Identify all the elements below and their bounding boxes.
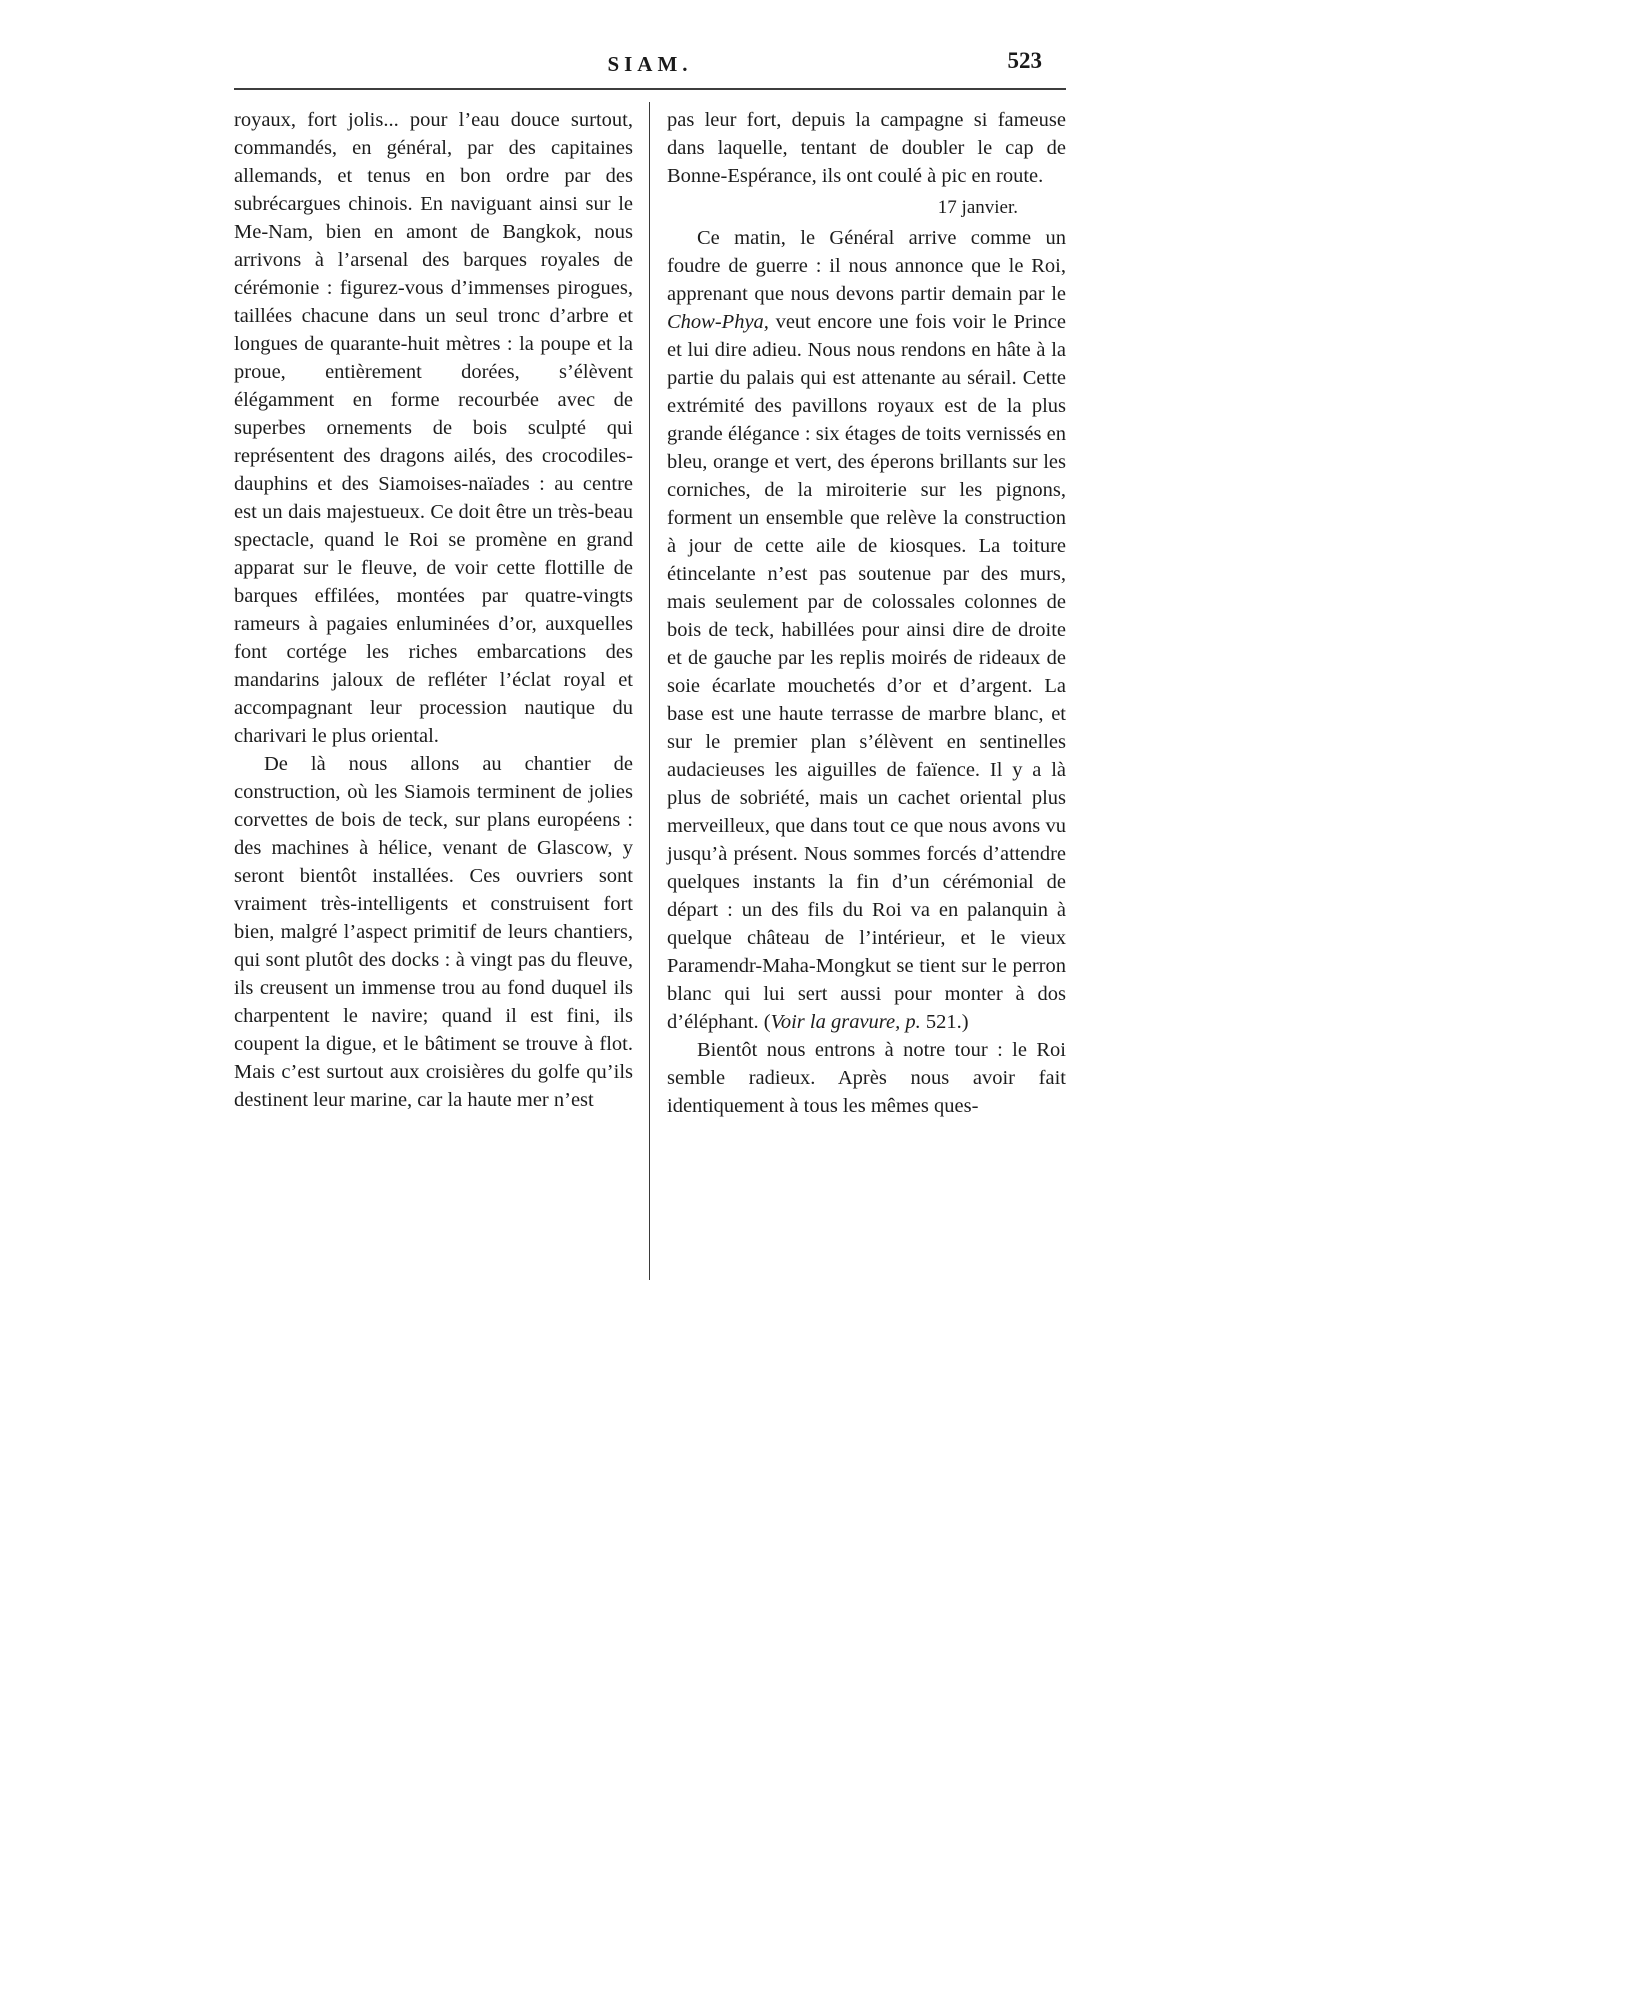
paragraph: pas leur fort, depuis la campagne si fameuse dans laquelle, tentant de doubler le cap de Bonne-Espérance, ils ont coulé à pic en route. — [667, 109, 1066, 187]
left-column — [234, 106, 633, 1120]
paragraph: De là nous allons au chantier de construction, où les Siamois terminent de jolies corvettes de bois de teck, sur plans européens : des machines à hélice, venant de Glascow, y seront bientôt installées. Ces ouvriers sont vraiment très-intelligents et construisent fort bien, malgré l’aspect primitif de leurs chantiers, qui sont plutôt des docks : à vingt pas du fleuve, ils creusent un immense trou au fond duquel ils charpentent le navire; quand il est fini, ils coupent la digue, et le bâtiment se trouve à flot. Mais c’est surtout aux croisières du golfe qu’ils destinent leur marine, car la haute mer n’est — [234, 753, 633, 1111]
figure-note-rest: 521.) — [920, 1011, 969, 1033]
header-rule — [234, 88, 1066, 90]
column-divider — [649, 102, 650, 1280]
page-header — [234, 46, 1066, 88]
paragraph: Bientôt nous entrons à notre tour : le Roi semble radieux. Après nous avoir fait identiquement à tous les mêmes ques- — [667, 1039, 1066, 1117]
paragraph-text: Ce matin, le Général arrive comme un foudre de guerre : il nous annonce que le Roi, apprenant que nous devons partir demain par le — [667, 227, 1066, 305]
paragraph: royaux, fort jolis... pour l’eau douce surtout, commandés, en général, par des capitaines allemands, et tenus en bon ordre par des subrécargues chinois. En naviguant ainsi sur le Me-Nam, bien en amont de Bangkok, nous arrivons à l’arsenal des barques royales de cérémonie : figurez-vous d’immenses pirogues, taillées chacune dans un seul tronc d’arbre et longues de quarante-huit mètres : la poupe et la proue, entièrement dorées, s’élèvent élégamment en forme recourbée avec de superbes ornements de bois sculpté qui représentent des dragons ailés, des crocodiles-dauphins et des Siamoises-naïades : au centre est un dais majestueux. Ce doit être un très-beau spectacle, quand le Roi se promène en grand apparat sur le fleuve, de voir cette flottille de barques effilées, montées par quatre-vingts rameurs à pagaies enluminées d’or, auxquelles font cortége les riches embarcations des mandarins jaloux de refléter l’éclat royal et accompagnant leur procession nautique du charivari le plus oriental. — [234, 109, 633, 747]
figure-reference: Voir la gravure, p. — [770, 1011, 921, 1033]
ship-name: Chow-Phya, — [667, 311, 769, 333]
page-number: 523 — [1007, 48, 1042, 73]
figure-note-open: ( — [763, 1011, 771, 1033]
running-title: SIAM. — [607, 52, 693, 76]
text-block — [234, 46, 1066, 1120]
paragraph — [667, 224, 1066, 1036]
right-column — [667, 106, 1066, 1120]
dateline: 17 janvier. — [937, 197, 1018, 218]
paragraph-text: veut encore une fois voir le Prince et lui dire adieu. Nous nous rendons en hâte à la partie du palais qui est attenante au sérail. Cette extrémité des pavillons royaux est de la plus grande élégance : six étages de toits vernissés en bleu, orange et vert, des éperons brillants sur les corniches, de la miroiterie sur les pignons, forment un ensemble que relève la construction à jour de cette aile de kiosques. La toiture étincelante n’est pas soutenue par des murs, mais seulement par de colossales colonnes de bois de teck, habillées pour ainsi dire de droite et de gauche par les replis moirés de rideaux de soie écarlate mouchetés d’or et d’argent. La base est une haute terrasse de marbre blanc, et sur le premier plan s’élèvent en sentinelles audacieuses les aiguilles de faïence. Il y a là plus de sobriété, mais un cachet oriental plus merveilleux, que dans tout ce que nous avons vu jusqu’à présent. Nous sommes forcés d’attendre quelques instants la fin d’un cérémonial de départ : un des fils du Roi va en palanquin à quelque château de l’intérieur, et le vieux Paramendr-Maha-Mongkut se tient sur le perron blanc qui lui sert aussi pour monter à dos d’éléphant. — [667, 311, 1066, 1033]
text-columns — [234, 106, 1066, 1120]
